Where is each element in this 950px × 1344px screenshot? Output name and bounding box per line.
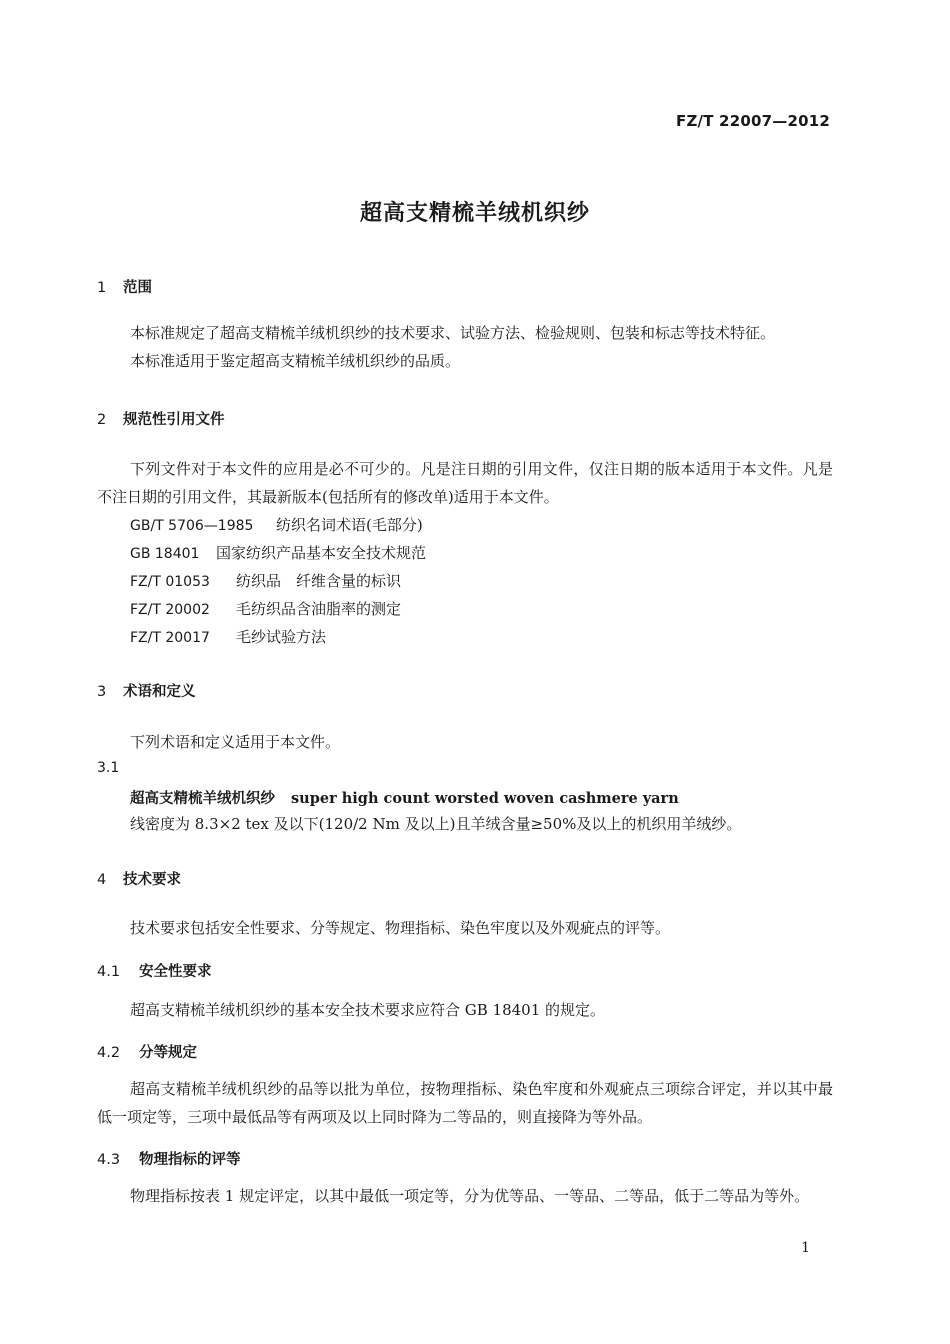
- term-entry: [130, 787, 679, 808]
- document-title: 超高支精梳羊绒机织纱: [359, 201, 590, 226]
- section-title: 分等规定: [139, 1045, 197, 1061]
- section-title: 安全性要求: [139, 964, 212, 980]
- reference-item: [130, 514, 423, 535]
- section-title: 规范性引用文件: [123, 412, 225, 428]
- term-number: 3.1: [97, 760, 120, 776]
- section-4-paragraph-1: 技术要求包括安全性要求、分等规定、物理指标、染色牢度以及外观疵点的评等。: [130, 919, 671, 937]
- section-4-3-paragraph-1: 物理指标按表 1 规定评定，以其中最低一项定等，分为优等品、一等品、二等品，低于二等品为等外。: [130, 1187, 810, 1205]
- section-title: 术语和定义: [123, 684, 196, 700]
- reference-code: GB 18401: [130, 546, 200, 562]
- section-number: 3: [97, 684, 107, 700]
- reference-name: 纺织品 纤维含量的标识: [236, 572, 402, 590]
- reference-item: [130, 570, 401, 591]
- reference-code: GB/T 5706—1985: [130, 518, 254, 534]
- reference-code: FZ/T 01053: [130, 574, 210, 590]
- section-4-3-heading: [97, 1148, 241, 1169]
- section-title: 技术要求: [123, 872, 181, 888]
- reference-item: [130, 626, 326, 647]
- reference-item: [130, 598, 401, 619]
- term-english: super high count worsted woven cashmere yarn: [291, 790, 679, 807]
- section-1-paragraph-1: 本标准规定了超高支精梳羊绒机织纱的技术要求、试验方法、检验规则、包装和标志等技术特征。: [130, 324, 776, 342]
- section-title: 物理指标的评等: [139, 1152, 241, 1168]
- reference-code: FZ/T 20017: [130, 630, 210, 646]
- reference-code: FZ/T 20002: [130, 602, 210, 618]
- section-number: 2: [97, 412, 107, 428]
- standard-number: FZ/T 22007—2012: [676, 112, 830, 130]
- reference-name: 国家纺织产品基本安全技术规范: [216, 544, 427, 562]
- term-definition: 线密度为 8.3×2 tex 及以下(120/2 Nm 及以上)且羊绒含量≥50%及以上的机织用羊绒纱。: [130, 815, 742, 833]
- reference-name: 毛纺织品含油脂率的测定: [236, 600, 402, 618]
- section-1-paragraph-2: 本标准适用于鉴定超高支精梳羊绒机织纱的品质。: [130, 352, 461, 370]
- section-4-2-heading: [97, 1041, 197, 1062]
- section-4-2-paragraph-1: 超高支精梳羊绒机织纱的品等以批为单位，按物理指标、染色牢度和外观疵点三项综合评定，并以其中最低一项定等，三项中最低品等有两项及以上同时降为二等品的，则直接降为等外品。: [97, 1080, 833, 1126]
- section-3-heading: [97, 680, 196, 701]
- section-number: 4.1: [97, 964, 121, 980]
- section-4-heading: [97, 868, 181, 889]
- section-number: 4.2: [97, 1045, 121, 1061]
- section-title: 范围: [123, 280, 152, 296]
- reference-name: 毛纱试验方法: [236, 628, 327, 646]
- reference-item: [130, 542, 426, 563]
- section-1-heading: [97, 276, 152, 297]
- section-4-1-paragraph-1: 超高支精梳羊绒机织纱的基本安全技术要求应符合 GB 18401 的规定。: [130, 1001, 606, 1019]
- reference-name: 纺织名词术语(毛部分): [276, 516, 423, 534]
- section-3-paragraph-1: 下列术语和定义适用于本文件。: [130, 733, 341, 751]
- term-chinese: 超高支精梳羊绒机织纱: [130, 791, 275, 807]
- page-number: 1: [801, 1240, 810, 1256]
- section-2-paragraph-1: 下列文件对于本文件的应用是必不可少的。凡是注日期的引用文件，仅注日期的版本适用于本文件。凡是不注日期的引用文件，其最新版本(包括所有的修改单)适用于本文件。: [97, 460, 833, 506]
- section-4-1-heading: [97, 960, 212, 981]
- section-number: 4: [97, 872, 107, 888]
- section-number: 1: [97, 280, 107, 296]
- section-2-heading: [97, 408, 225, 429]
- section-number: 4.3: [97, 1152, 121, 1168]
